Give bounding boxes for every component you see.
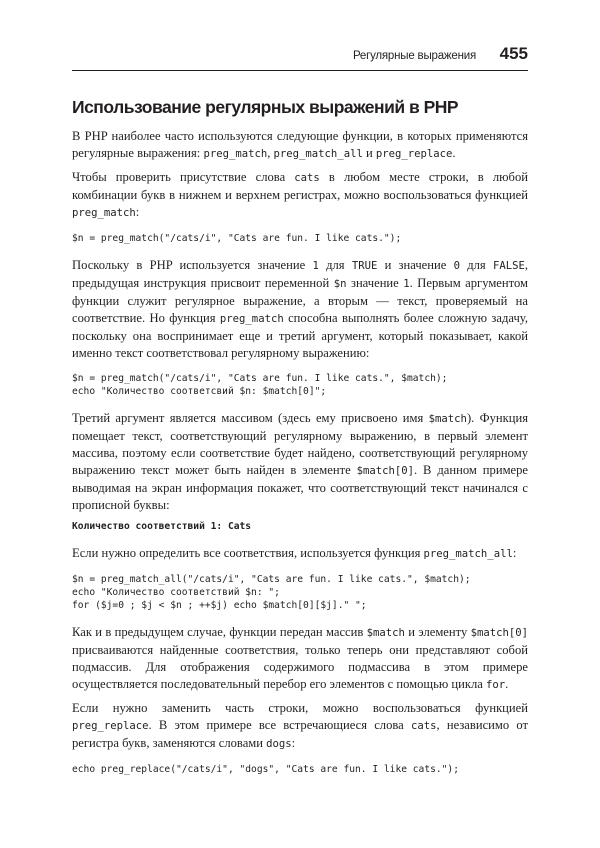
paragraph: В PHP наиболее часто используются следующие функции, в которых применяются регулярные выражения: preg_match, preg_match_all и preg_replace.: [72, 129, 528, 160]
code-block: echo preg_replace("/cats/i", "dogs", "Cats are fun. I like cats.");: [72, 764, 459, 775]
paragraph: Если нужно определить все соответствия, используется функция preg_match_all:: [72, 546, 517, 560]
running-head: Регулярные выражения: [352, 50, 476, 62]
paragraph: Как и в предыдущем случае, функции передан массив $match и элементу $match[0] присваиваются найденные соответствия, только теперь они представляют собой подмассив. Для отображения содержимого подмассива в этом примере осуществляется последовательный перебор его элементов с помощью цикла for.: [72, 625, 528, 691]
section-title: Использование регулярных выражений в PHP: [72, 97, 459, 117]
output-block: Количество соответствий 1: Cats: [72, 521, 252, 532]
code-block: $n = preg_match_all("/cats/i", "Cats are fun. I like cats.", $match); echo "Количество соответствий $n: "; for ($j=0 ; $j < $n ; ++$j) echo $match[0][$j]." ";: [72, 574, 471, 611]
paragraph: Если нужно заменить часть строки, можно воспользоваться функцией preg_replace. В этом примере все встречающиеся слова cats, независимо от регистра букв, заменяются словами dogs:: [72, 701, 528, 750]
page-header: [72, 44, 528, 71]
code-block: $n = preg_match("/cats/i", "Cats are fun. I like cats.", $match); echo "Количество соответсвий $n: $match[0]";: [72, 373, 448, 397]
code-block: $n = preg_match("/cats/i", "Cats are fun. I like cats.");: [72, 233, 402, 244]
page-number: 455: [499, 44, 528, 63]
paragraph: Поскольку в PHP используется значение 1 для TRUE и значение 0 для FALSE, предыдущая инструкция присвоит переменной $n значение 1. Первым аргументом функции служит регулярное выражение, а вторым — текст, проверяемый на соответствие. Но функция preg_match способна выполнять более сложную задачу, поскольку она воспринимает еще и третий аргумент, который показывает, какой именно текст соответствовал регулярному выражению:: [72, 258, 529, 360]
paragraph: Третий аргумент является массивом (здесь ему присвоено имя $match). Функция помещает текст, соответствующий регулярному выражению, в первый элемент массива, поэтому если соответствие будет найдено, соответствующий регулярному выражению текст может быть найден в элементе $match[0]. В данном примере выводимая на экран информация покажет, что соответствующий текст начинался с прописной буквы:: [72, 411, 529, 512]
page-body: [72, 96, 528, 788]
paragraph: Чтобы проверить присутствие слова cats в любом месте строки, в любой комбинации букв в нижнем и верхнем регистрах, можно воспользоваться функцией preg_match:: [72, 170, 528, 219]
